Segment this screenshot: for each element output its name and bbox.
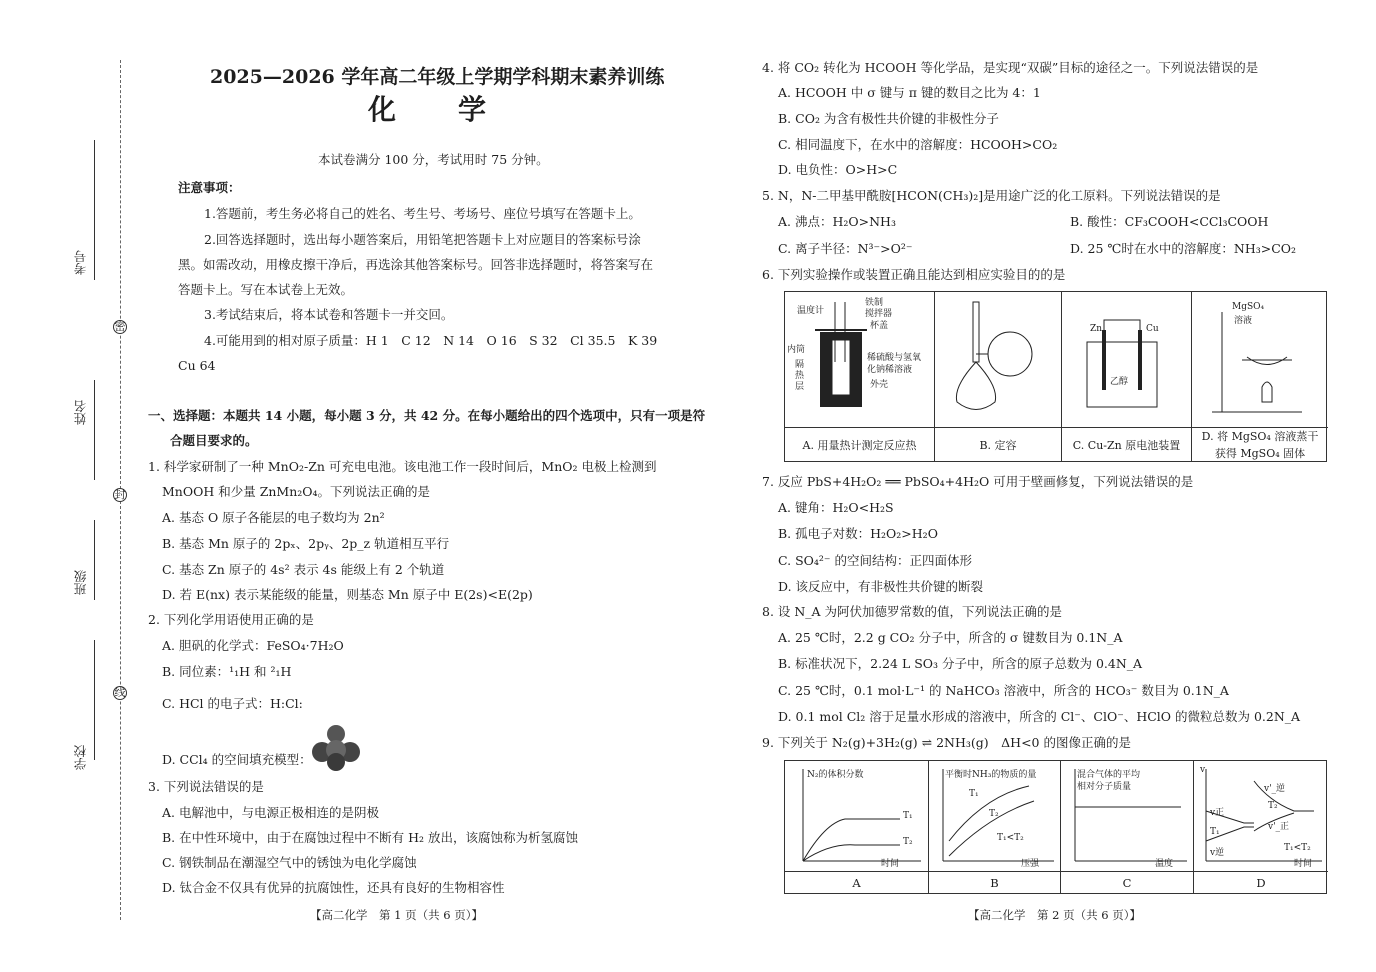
margin-line (94, 520, 95, 600)
curve-label: T₁ (903, 811, 913, 821)
option: B. 酸性：CF₃COOH<CCl₃COOH (1070, 214, 1269, 229)
margin-label-id: 考号 (73, 250, 88, 275)
option: C. SO₄²⁻ 的空间结构：正四面体形 (778, 553, 972, 568)
x-axis-label: 时间 (1294, 859, 1313, 869)
y-axis-label: 混合气体的平均 (1077, 770, 1141, 780)
y-axis-label: 相对分子质量 (1077, 782, 1132, 792)
section-heading: 合题目要求的。 (170, 433, 258, 448)
q6-caption-d (1192, 427, 1328, 462)
y-axis-label: v (1200, 765, 1206, 775)
option: D. 若 E(nx) 表示某能级的能量，则基态 Mn 原子中 E(2s)<E(2p) (162, 587, 533, 602)
notice-item: 1.答题前，考生务必将自己的姓名、考生号、考场号、座位号填写在答题卡上。 (204, 206, 641, 221)
option: D. 该反应中，有非极性共价键的断裂 (778, 579, 984, 594)
question-2-stem: 2. 下列化学用语使用正确的是 (148, 612, 314, 627)
caption-line: 获得 MgSO₄ 固体 (1214, 447, 1306, 460)
q6-cell-c (1062, 292, 1192, 427)
seal-mark: 密 (114, 320, 126, 333)
option: B. CO₂ 为含有极性共价键的非极性分子 (778, 111, 999, 126)
question-4-stem: 4. 将 CO₂ 转化为 HCOOH 等化学品，是实现“双碳”目标的途径之一。下列说法错误的是 (762, 60, 1259, 75)
notice-item: 黑。如需改动，用橡皮擦干净后，再选涂其他答案标号。回答非选择题时，将答案写在 (178, 257, 654, 272)
question-7-stem: 7. 反应 PbS+4H₂O₂ ══ PbSO₄+4H₂O 可用于壁画修复，下列说法错误的是 (762, 474, 1194, 489)
option: B. 基态 Mn 原子的 2pₓ、2pᵧ、2p_z 轨道相互平行 (162, 536, 450, 551)
label: Cu (1146, 324, 1159, 334)
label: 杯盖 (870, 321, 889, 331)
question-3-stem: 3. 下列说法错误的是 (148, 779, 264, 794)
label: 层 (795, 382, 805, 392)
margin-label-school: 学校 (73, 745, 88, 770)
exam-meta: 本试卷满分 100 分，考试用时 75 分钟。 (318, 152, 549, 167)
label: 外壳 (870, 380, 889, 390)
ccl4-model-image (310, 722, 362, 772)
label: MgSO₄ (1232, 302, 1265, 312)
notice-item: 2.回答选择题时，选出每小题答案后，用铅笔把答题卡上对应题目的答案标号涂 (204, 232, 641, 247)
margin-label-name: 姓名 (73, 400, 88, 425)
option: B. 标准状况下，2.24 L SO₃ 分子中，所含的原子总数为 0.4N_A (778, 656, 1143, 671)
question-9-stem: 9. 下列关于 N₂(g)+3H₂(g) ⇌ 2NH₃(g) ΔH<0 的图像正确的是 (762, 735, 1131, 750)
q9-graph-c (1061, 761, 1194, 871)
label: 内筒 (787, 345, 806, 355)
q6-cell-b (935, 292, 1062, 427)
notice-item: 答题卡上。写在本试卷上无效。 (178, 282, 354, 297)
curve-label: T₁ (969, 789, 979, 799)
margin-line (94, 140, 95, 280)
label: Zn (1090, 324, 1103, 334)
option: D. 钛合金不仅具有优异的抗腐蚀性，还具有良好的生物相容性 (162, 880, 505, 895)
label: 隔 (795, 360, 805, 370)
curve-label: T₂ (903, 837, 913, 847)
notice-item: Cu 64 (178, 358, 216, 373)
question-6-stem: 6. 下列实验操作或装置正确且能达到相应实验目的的是 (762, 267, 1066, 282)
curve-label: v'_正 (1268, 822, 1290, 832)
graph-letter: A (785, 871, 929, 894)
section-heading: 一、选择题：本题共 14 小题，每小题 3 分，共 42 分。在每小题给出的四个选项中，只有一项是符 (148, 408, 706, 423)
q6-caption-b: B. 定容 (935, 427, 1062, 462)
option: C. 25 ℃时，0.1 mol·L⁻¹ 的 NaHCO₃ 溶液中，所含的 HCO₃⁻ 数目为 0.1N_A (778, 683, 1229, 698)
label: 乙醇 (1110, 377, 1129, 387)
option: C. 基态 Zn 原子的 4s² 表示 4s 能级上有 2 个轨道 (162, 562, 445, 577)
label: 热 (795, 371, 805, 381)
galvanic-cell-diagram (1062, 292, 1192, 427)
y-axis-label: 平衡时NH₃的物质的量 (945, 770, 1037, 780)
option: B. 在中性环境中，由于在腐蚀过程中不断有 H₂ 放出，该腐蚀称为析氢腐蚀 (162, 830, 578, 845)
label: 铁制 (865, 298, 884, 308)
notice-item: 3.考试结束后，将本试卷和答题卡一并交回。 (204, 307, 454, 322)
graph-letter: B (929, 871, 1061, 894)
question-8-stem: 8. 设 N_A 为阿伏加德罗常数的值，下列说法正确的是 (762, 604, 1063, 619)
curve-label: v正 (1210, 808, 1225, 818)
q6-caption-c: C. Cu-Zn 原电池装置 (1062, 427, 1192, 462)
label: 化钠稀溶液 (867, 365, 913, 375)
q9-graph-table (784, 760, 1327, 894)
q6-cell-d (1192, 292, 1328, 427)
option: C. 离子半径：N³⁻>O²⁻ (778, 241, 913, 256)
x-axis-label: 压强 (1021, 859, 1040, 869)
option: C. 相同温度下，在水中的溶解度：HCOOH>CO₂ (778, 137, 1058, 152)
q6-cell-a (785, 292, 935, 427)
page-footer: 【高二化学 第 2 页（共 6 页）】 (968, 908, 1142, 922)
label: 搅拌器 (865, 309, 893, 319)
graph-note: T₁<T₂ (997, 833, 1024, 843)
option: A. 25 ℃时，2.2 g CO₂ 分子中，所含的 σ 键数目为 0.1N_A (778, 630, 1123, 645)
option: A. HCOOH 中 σ 键与 π 键的数目之比为 4：1 (778, 85, 1041, 100)
label: 溶液 (1234, 316, 1253, 326)
margin-line (94, 640, 95, 760)
option: D. 25 ℃时在水中的溶解度：NH₃>CO₂ (1070, 241, 1297, 256)
exam-title: 2025—2026 学年高二年级上学期学科期末素养训练 (210, 66, 665, 88)
subject-title: 化 学 (368, 93, 489, 126)
q9-graph-d (1194, 761, 1328, 871)
q6-caption-a: A. 用量热计测定反应热 (785, 427, 935, 462)
option: A. 电解池中，与电源正极相连的是阴极 (162, 805, 379, 820)
graph-letter: D (1194, 871, 1328, 894)
curve-label: v逆 (1210, 848, 1225, 858)
option: A. 沸点：H₂O>NH₃ (778, 214, 896, 229)
notice-item: 4.可能用到的相对原子质量：H 1 C 12 N 14 O 16 S 32 Cl 35.5 K 39 (204, 333, 658, 348)
option: D. CCl₄ 的空间填充模型： (162, 752, 312, 767)
seal-mark: 封 (114, 488, 126, 501)
question-5-stem: 5. N，N-二甲基甲酰胺[HCON(CH₃)₂]是用途广泛的化工原料。下列说法错误的是 (762, 188, 1221, 203)
margin-line (94, 380, 95, 480)
option: A. 基态 O 原子各能层的电子数均为 2n² (162, 510, 385, 525)
curve-label: T₂ (1268, 801, 1278, 811)
option: B. 同位素：¹₁H 和 ²₁H (162, 664, 292, 679)
x-axis-label: 时间 (881, 859, 900, 869)
curve-label: v'_逆 (1264, 784, 1286, 794)
option: B. 孤电子对数：H₂O₂>H₂O (778, 526, 938, 541)
page-footer: 【高二化学 第 1 页（共 6 页）】 (310, 908, 484, 922)
x-axis-label: 温度 (1155, 859, 1174, 869)
graph-letter: C (1061, 871, 1194, 894)
option: A. 胆矾的化学式：FeSO₄·7H₂O (162, 638, 344, 653)
label: 温度计 (797, 306, 825, 316)
seal-mark: 线 (114, 686, 126, 699)
question-1-stem: MnOOH 和少量 ZnMn₂O₄。下列说法正确的是 (162, 484, 431, 499)
option: C. HCl 的电子式：H:Cl: (162, 696, 303, 711)
graph-note: T₁<T₂ (1284, 843, 1311, 853)
option: D. 电负性：O>H>C (778, 162, 898, 177)
q6-apparatus-table (784, 291, 1327, 462)
evaporation-diagram (1192, 292, 1328, 427)
volumetric-flask-diagram (935, 292, 1062, 427)
curve-label: T₂ (989, 809, 999, 819)
margin-label-class: 班级 (73, 570, 88, 595)
question-1-stem: 1. 科学家研制了一种 MnO₂-Zn 可充电电池。该电池工作一段时间后，MnO₂ 电极上检测到 (148, 459, 657, 474)
notice-heading: 注意事项： (178, 180, 241, 195)
curve-label: T₁ (1210, 827, 1220, 837)
option: C. 钢铁制品在潮湿空气中的锈蚀为电化学腐蚀 (162, 855, 417, 870)
option: A. 键角：H₂O<H₂S (778, 500, 894, 515)
option: D. 0.1 mol Cl₂ 溶于足量水形成的溶液中，所含的 Cl⁻、ClO⁻、HClO 的微粒总数为 0.2N_A (778, 709, 1301, 724)
label: 稀硫酸与氢氧 (867, 353, 922, 363)
caption-line: D. 将 MgSO₄ 溶液蒸干 (1201, 430, 1319, 443)
y-axis-label: N₂的体积分数 (807, 770, 864, 780)
q9-graph-b (929, 761, 1061, 871)
q9-graph-a (785, 761, 929, 871)
